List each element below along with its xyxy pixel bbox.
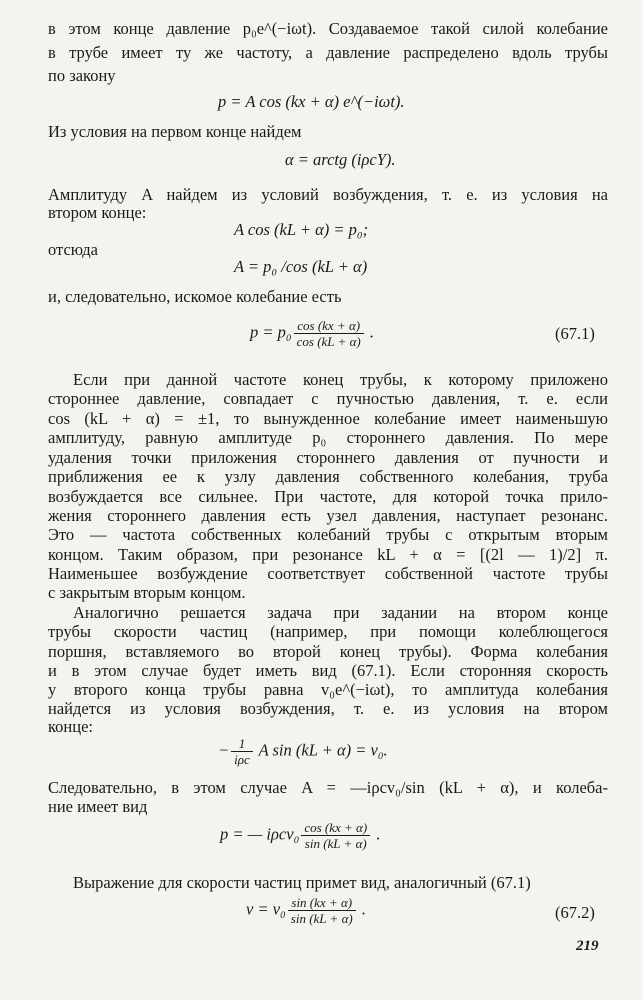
- text-line: с закрытым вторым концом.: [48, 583, 246, 602]
- text-line: и в этом случае будет иметь вид (67.1). Если сторонняя скорость: [48, 661, 608, 680]
- page-number: 219: [576, 938, 599, 954]
- text-line: Аналогично решается задача при задании на втором конце: [73, 603, 608, 622]
- text-line: найдется из условия возбуждения, т. е. из условия на втором: [48, 699, 608, 718]
- text-line: по закону: [48, 66, 116, 85]
- equation: p = — iρcv₀ $\frac{\cos (kx + \alpha)}{\sin (kL + \alpha)}$ .: [220, 820, 381, 851]
- text-line: в этом конце давление p₀e^(−iωt). Создаваемое такой силой колебание: [48, 19, 608, 38]
- text-line: концом. Таким образом, при резонансе kL + α = [(2l — 1)/2] π.: [48, 545, 608, 564]
- text-line: Из условия на первом конце найдем: [48, 122, 302, 141]
- text-line: стороннее давление, совпадает с пучностью давления, т. е. если: [48, 389, 608, 408]
- text-line: Выражение для скорости частиц примет вид, аналогичный (67.1): [73, 873, 531, 892]
- text-line: Амплитуду A найдем из условий возбуждения, т. е. из условия на: [48, 185, 608, 204]
- text-line: и, следовательно, искомое колебание есть: [48, 287, 342, 306]
- text-line: cos (kL + α) = ±1, то вынужденное колебание имеет наименьшую: [48, 409, 608, 428]
- text-line: втором конце:: [48, 203, 147, 222]
- text-line: поршня, вставляемого во второй конец трубы). Форма колебания: [48, 642, 608, 661]
- equation: p = A cos (kx + α) e^(−iωt).: [218, 92, 405, 111]
- equation-number: (67.2): [555, 903, 595, 922]
- text-line: трубы скорости частиц (например, при помощи колеблющегося: [48, 622, 608, 641]
- text-line: амплитуду, равную амплитуде p₀ стороннего давления. По мере: [48, 428, 608, 447]
- text-line: Наименьшее возбуждение соответствует собственной частоте трубы: [48, 564, 608, 583]
- text-line: жения стороннего давления есть узел давления, наступает резонанс.: [48, 506, 608, 525]
- equation-number: (67.1): [555, 324, 595, 343]
- text-line: у второго конца трубы равна v₀e^(−iωt), то амплитуда колебания: [48, 680, 608, 699]
- text-line: отсюда: [48, 240, 98, 259]
- equation-67-1: p = p₀ $\frac{\cos (kx + \alpha)}{\cos (kL + \alpha)}$ .: [250, 318, 374, 349]
- equation-67-2: v = v₀ $\frac{\sin (kx + \alpha)}{\sin (kL + \alpha)}$ .: [246, 895, 366, 926]
- text-line: возбуждается все сильнее. При частоте, для которой точка прило-: [48, 487, 608, 506]
- text-line: удаления точки приложения стороннего давления от пучности и: [48, 448, 608, 467]
- equation: A cos (kL + α) = p₀;: [234, 220, 369, 239]
- text-line: Это — частота собственных колебаний трубы с открытым вторым: [48, 525, 608, 544]
- text-line: конце:: [48, 717, 93, 736]
- text-line: Следовательно, в этом случае A = —iρcv₀/sin (kL + α), и колеба-: [48, 778, 608, 797]
- equation: − $\frac{1}{\text{iρc}}$ A sin (kL + α) = v₀.: [218, 736, 388, 767]
- equation: A = p₀ /cos (kL + α): [234, 257, 368, 276]
- text-line: приближения ее к узлу давления собственного колебания, труба: [48, 467, 608, 486]
- text-line: Если при данной частоте конец трубы, к которому приложено: [73, 370, 608, 389]
- text-line: ние имеет вид: [48, 797, 148, 816]
- equation: α = arctg (iρcY).: [285, 150, 396, 169]
- text-line: в трубе имеет ту же частоту, а давление распределено вдоль трубы: [48, 43, 608, 62]
